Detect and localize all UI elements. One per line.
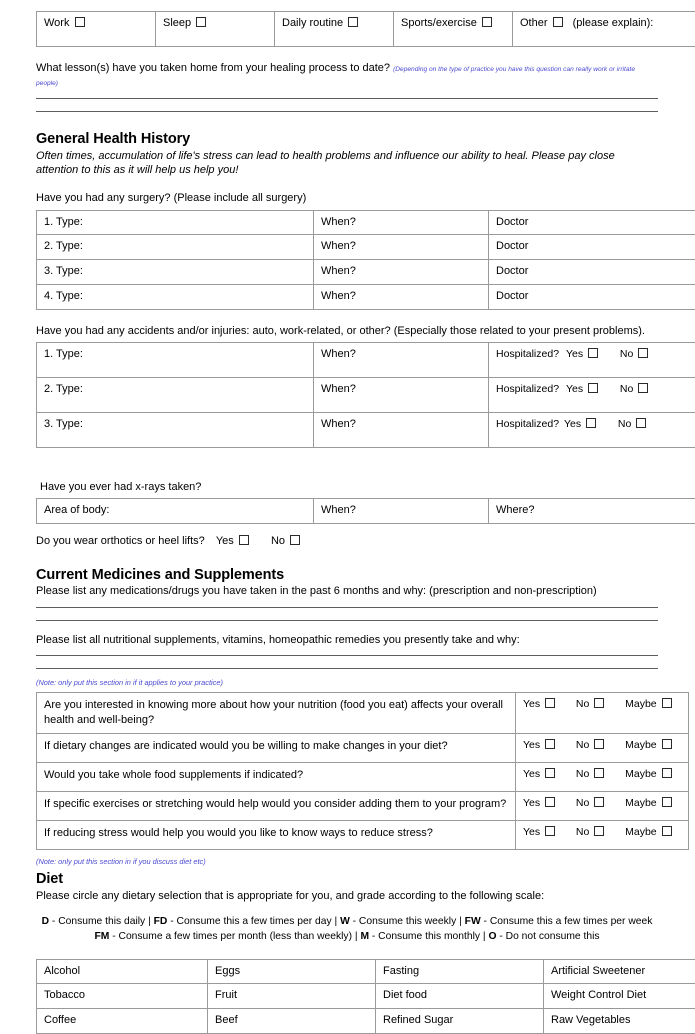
xray-area-of-body[interactable]: Area of body: xyxy=(37,499,314,524)
checkbox-nutrition-maybe-5[interactable] xyxy=(662,826,672,836)
table-row xyxy=(37,235,695,260)
hospitalized-no-label-3: No xyxy=(618,418,631,430)
food-item[interactable]: Beef xyxy=(208,1009,376,1034)
surgery-when-2[interactable]: When? xyxy=(314,235,489,260)
activity-label-other: Other xyxy=(520,17,548,29)
table-row xyxy=(37,260,695,285)
diet-scale-line-1 xyxy=(36,915,658,930)
nutrition-maybe-label-3: Maybe xyxy=(625,768,657,780)
food-item[interactable]: Refined Sugar xyxy=(376,1009,544,1034)
nutrition-section-note: (Note: only put this section in if it applies to your practice) xyxy=(36,679,658,688)
table-row xyxy=(37,377,695,412)
medicines-question-2: Please list all nutritional supplements, vitamins, homeopathic remedies you presently take and why: xyxy=(36,633,658,647)
food-item[interactable]: Fasting xyxy=(376,959,544,984)
checkbox-nutrition-no-3[interactable] xyxy=(594,768,604,778)
activity-label-sports-exercise: Sports/exercise xyxy=(401,17,477,29)
nutrition-maybe-label-5: Maybe xyxy=(625,826,657,838)
table-row xyxy=(37,210,695,235)
table-row xyxy=(37,499,695,524)
page-title-current-medicines: Current Medicines and Supplements xyxy=(36,566,658,584)
nutrition-answers-2[interactable] xyxy=(516,733,689,762)
diet-scale-desc-w: - Consume this weekly xyxy=(350,916,456,927)
food-item[interactable]: Fruit xyxy=(208,984,376,1009)
nutrition-yes-label-5: Yes xyxy=(523,826,540,838)
activity-cell-daily-routine[interactable] xyxy=(275,12,394,47)
diet-scale-desc-fm: - Consume a few times per month (less than weekly) xyxy=(109,931,352,942)
checkbox-orthotics-yes[interactable] xyxy=(239,535,249,545)
food-item[interactable]: Tobacco xyxy=(37,984,208,1009)
nutrition-no-label-3: No xyxy=(576,768,589,780)
checkbox-nutrition-maybe-2[interactable] xyxy=(662,739,672,749)
diet-scale-code-fd: FD xyxy=(154,916,168,927)
nutrition-maybe-label-1: Maybe xyxy=(625,698,657,710)
general-health-intro: Often times, accumulation of life's stress can lead to health problems and influence our ability to heal. Please pay close attention to this as it will help us help you! xyxy=(36,149,658,178)
nutrition-question-2: If dietary changes are indicated would you be willing to make changes in your diet? xyxy=(37,733,516,762)
surgery-when-4[interactable]: When? xyxy=(314,284,489,309)
diet-scale-code-m: M xyxy=(360,931,369,942)
hospitalized-no-label-2: No xyxy=(620,383,633,395)
surgery-doctor-2[interactable]: Doctor xyxy=(489,235,695,260)
orthotics-question-row xyxy=(36,534,658,548)
table-row xyxy=(37,762,689,791)
medicines-question-1: Please list any medications/drugs you have taken in the past 6 months and why: (prescription and non-prescription) xyxy=(36,584,658,598)
nutrition-yes-label-1: Yes xyxy=(523,698,540,710)
checkbox-hospitalized-yes-2[interactable] xyxy=(588,383,598,393)
diet-section-note: (Note: only put this section in if you discuss diet etc) xyxy=(36,858,658,867)
page-title-diet: Diet xyxy=(36,870,658,888)
xray-where[interactable]: Where? xyxy=(489,499,695,524)
diet-scale-sep: | xyxy=(148,916,151,927)
nutrition-answers-5[interactable] xyxy=(516,820,689,849)
checkbox-nutrition-yes-5[interactable] xyxy=(545,826,555,836)
checkbox-daily-routine[interactable] xyxy=(348,17,358,27)
accident-type-2[interactable]: 2. Type: xyxy=(37,377,314,412)
checkbox-nutrition-yes-2[interactable] xyxy=(545,739,555,749)
table-row xyxy=(37,1009,695,1034)
nutrition-no-label-5: No xyxy=(576,826,589,838)
activity-cell-work[interactable] xyxy=(37,12,156,47)
checkbox-nutrition-no-1[interactable] xyxy=(594,698,604,708)
checkbox-work[interactable] xyxy=(75,17,85,27)
diet-scale-code-o: O xyxy=(488,931,496,942)
accidents-question: Have you had any accidents and/or injuries: auto, work-related, or other? (Especially those related to your present problems). xyxy=(36,324,658,338)
table-row xyxy=(37,692,689,733)
surgery-type-4[interactable]: 4. Type: xyxy=(37,284,314,309)
lesson-question-note: (Depending on the type of practice you have this question can really work or irritate people) xyxy=(36,66,635,87)
accidents-table xyxy=(36,342,695,448)
lesson-question-text: What lesson(s) have you taken home from your healing process to date? xyxy=(36,62,390,74)
table-row xyxy=(37,791,689,820)
nutrition-answers-3[interactable] xyxy=(516,762,689,791)
activity-label-sleep: Sleep xyxy=(163,17,191,29)
accident-type-3[interactable]: 3. Type: xyxy=(37,412,314,447)
checkbox-orthotics-no[interactable] xyxy=(290,535,300,545)
food-item[interactable]: Diet food xyxy=(376,984,544,1009)
nutrition-answers-1[interactable] xyxy=(516,692,689,733)
nutrition-questions-table xyxy=(36,692,689,850)
hospitalized-yes-label-3: Yes xyxy=(564,418,581,430)
checkbox-sports-exercise[interactable] xyxy=(482,17,492,27)
food-item[interactable]: Raw Vegetables xyxy=(544,1009,695,1034)
surgery-when-1[interactable]: When? xyxy=(314,210,489,235)
orthotics-no-label: No xyxy=(271,535,285,547)
activity-cell-other[interactable] xyxy=(513,12,695,47)
diet-scale-code-fw: FW xyxy=(465,916,481,927)
diet-instruction: Please circle any dietary selection that is appropriate for you, and grade according to the following scale: xyxy=(36,889,658,903)
hospitalized-yes-label-2: Yes xyxy=(566,383,583,395)
checkbox-other[interactable] xyxy=(553,17,563,27)
page-title-general-health: General Health History xyxy=(36,130,658,148)
checkbox-nutrition-maybe-1[interactable] xyxy=(662,698,672,708)
food-item[interactable]: Eggs xyxy=(208,959,376,984)
accident-hospitalized-1[interactable] xyxy=(489,342,695,377)
surgery-doctor-3[interactable]: Doctor xyxy=(489,260,695,285)
table-row xyxy=(37,959,695,984)
hospitalized-label-3: Hospitalized? xyxy=(496,418,559,430)
nutrition-question-5: If reducing stress would help you would you like to know ways to reduce stress? xyxy=(37,820,516,849)
nutrition-maybe-label-4: Maybe xyxy=(625,797,657,809)
activity-label-work: Work xyxy=(44,17,69,29)
diet-scale-sep: | xyxy=(355,931,358,942)
diet-scale-desc-d: - Consume this daily xyxy=(49,916,145,927)
activity-cell-sports-exercise[interactable] xyxy=(394,12,513,47)
nutrition-no-label-1: No xyxy=(576,698,589,710)
checkbox-nutrition-yes-3[interactable] xyxy=(545,768,555,778)
accident-type-1[interactable]: 1. Type: xyxy=(37,342,314,377)
nutrition-maybe-label-2: Maybe xyxy=(625,739,657,751)
accident-when-1[interactable]: When? xyxy=(314,342,489,377)
table-row xyxy=(37,12,695,47)
diet-scale-code-w: W xyxy=(340,916,350,927)
checkbox-hospitalized-no-3[interactable] xyxy=(636,418,646,428)
checkbox-hospitalized-yes-1[interactable] xyxy=(588,348,598,358)
checkbox-nutrition-no-2[interactable] xyxy=(594,739,604,749)
diet-scale-desc-fd: - Consume this a few times per day xyxy=(167,916,331,927)
accident-hospitalized-2[interactable] xyxy=(489,377,695,412)
checkbox-nutrition-yes-4[interactable] xyxy=(545,797,555,807)
checkbox-sleep[interactable] xyxy=(196,17,206,27)
surgery-table xyxy=(36,210,695,310)
xray-table xyxy=(36,498,695,524)
accident-hospitalized-3[interactable] xyxy=(489,412,695,447)
table-row xyxy=(37,733,689,762)
nutrition-yes-label-2: Yes xyxy=(523,739,540,751)
activity-checkbox-table xyxy=(36,11,695,47)
checkbox-hospitalized-no-1[interactable] xyxy=(638,348,648,358)
nutrition-no-label-2: No xyxy=(576,739,589,751)
table-row xyxy=(37,820,689,849)
diet-scale-sep: | xyxy=(459,916,462,927)
form-content xyxy=(36,11,658,1034)
hospitalized-no-label-1: No xyxy=(620,348,633,360)
table-row xyxy=(37,284,695,309)
surgery-type-3[interactable]: 3. Type: xyxy=(37,260,314,285)
diet-scale-code-fm: FM xyxy=(94,931,109,942)
lesson-question xyxy=(36,61,658,90)
activity-cell-sleep[interactable] xyxy=(156,12,275,47)
food-item[interactable]: Weight Control Diet xyxy=(544,984,695,1009)
accident-when-2[interactable]: When? xyxy=(314,377,489,412)
nutrition-yes-label-4: Yes xyxy=(523,797,540,809)
accident-when-3[interactable]: When? xyxy=(314,412,489,447)
checkbox-nutrition-no-4[interactable] xyxy=(594,797,604,807)
surgery-type-1[interactable]: 1. Type: xyxy=(37,210,314,235)
diet-scale-code-d: D xyxy=(42,916,49,927)
surgery-question: Have you had any surgery? (Please include all surgery) xyxy=(36,191,658,205)
surgery-doctor-1[interactable]: Doctor xyxy=(489,210,695,235)
nutrition-yes-label-3: Yes xyxy=(523,768,540,780)
nutrition-no-label-4: No xyxy=(576,797,589,809)
checkbox-nutrition-maybe-3[interactable] xyxy=(662,768,672,778)
nutrition-question-3: Would you take whole food supplements if indicated? xyxy=(37,762,516,791)
surgery-type-2[interactable]: 2. Type: xyxy=(37,235,314,260)
activity-label-daily-routine: Daily routine xyxy=(282,17,343,29)
diet-scale-desc-m: - Consume this monthly xyxy=(369,931,480,942)
checkbox-nutrition-no-5[interactable] xyxy=(594,826,604,836)
food-item[interactable]: Coffee xyxy=(37,1009,208,1034)
checkbox-nutrition-yes-1[interactable] xyxy=(545,698,555,708)
hospitalized-yes-label-1: Yes xyxy=(566,348,583,360)
diet-scale-sep: | xyxy=(483,931,486,942)
activity-other-suffix: (please explain): xyxy=(573,17,654,29)
checkbox-nutrition-maybe-4[interactable] xyxy=(662,797,672,807)
table-row xyxy=(37,412,695,447)
food-item[interactable]: Alcohol xyxy=(37,959,208,984)
orthotics-question-text: Do you wear orthotics or heel lifts? xyxy=(36,535,205,547)
checkbox-hospitalized-yes-3[interactable] xyxy=(586,418,596,428)
table-row xyxy=(37,342,695,377)
hospitalized-label-1: Hospitalized? xyxy=(496,348,559,360)
diet-scale-line-2 xyxy=(36,930,658,945)
surgery-when-3[interactable]: When? xyxy=(314,260,489,285)
hospitalized-label-2: Hospitalized? xyxy=(496,383,559,395)
nutrition-question-4: If specific exercises or stretching would help would you consider adding them to your program? xyxy=(37,791,516,820)
checkbox-hospitalized-no-2[interactable] xyxy=(638,383,648,393)
diet-food-table xyxy=(36,959,695,1034)
surgery-doctor-4[interactable]: Doctor xyxy=(489,284,695,309)
diet-scale-desc-o: - Do not consume this xyxy=(497,931,600,942)
nutrition-answers-4[interactable] xyxy=(516,791,689,820)
food-item[interactable]: Artificial Sweetener xyxy=(544,959,695,984)
diet-scale-desc-fw: - Consume this a few times per week xyxy=(481,916,653,927)
diet-scale-sep: | xyxy=(335,916,338,927)
table-row xyxy=(37,984,695,1009)
nutrition-question-1: Are you interested in knowing more about how your nutrition (food you eat) affects your overall health and well-being? xyxy=(37,692,516,733)
xray-when[interactable]: When? xyxy=(314,499,489,524)
orthotics-yes-label: Yes xyxy=(216,535,234,547)
xray-question: Have you ever had x-rays taken? xyxy=(36,480,658,494)
